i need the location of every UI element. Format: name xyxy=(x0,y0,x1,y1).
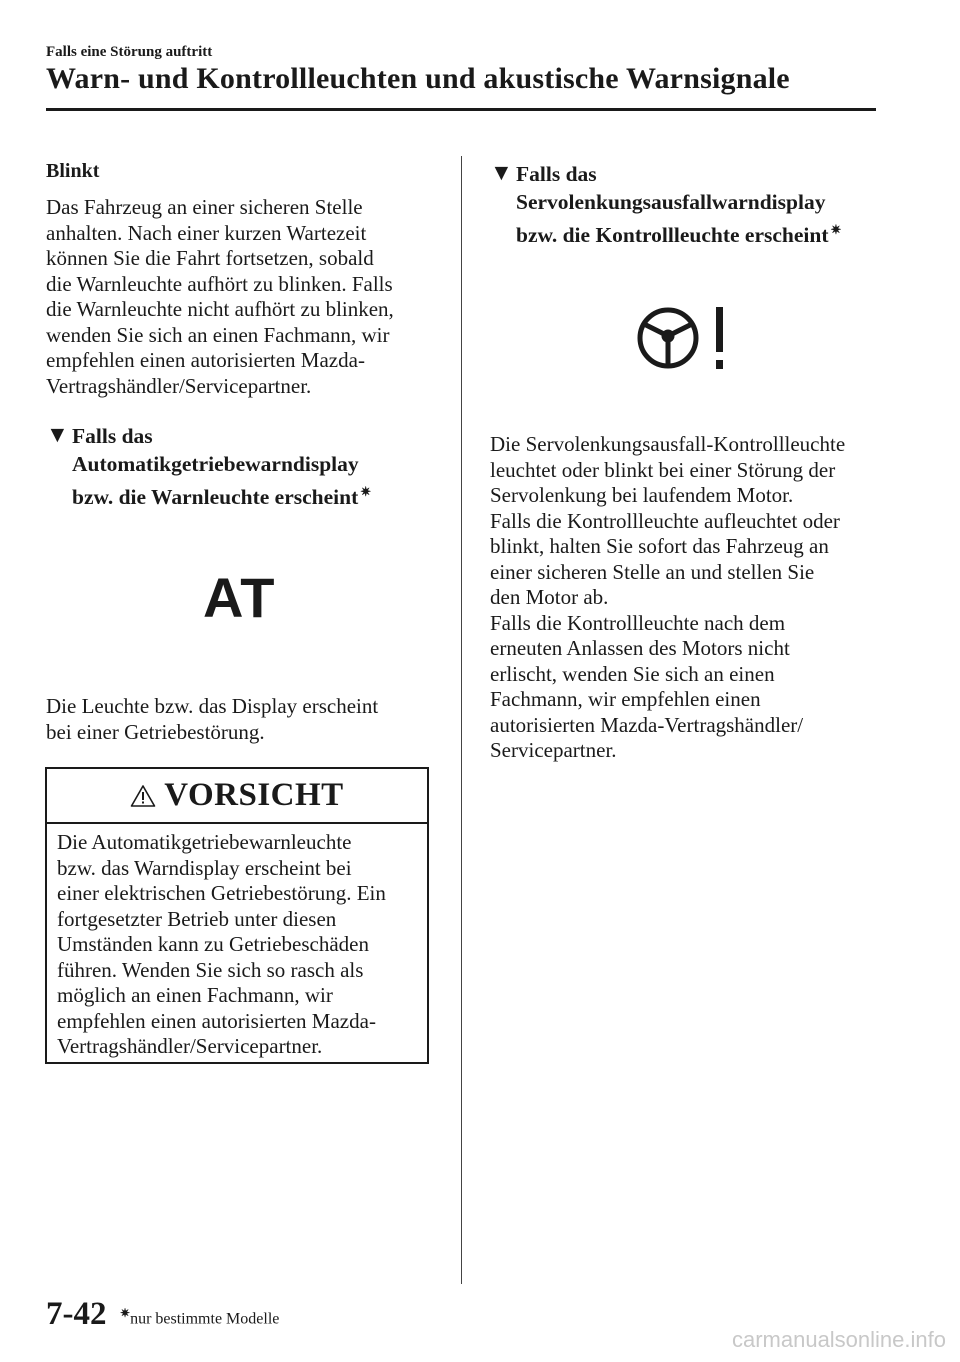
power-steering-body: Die Servolenkungsausfall-Kontrollleuchte leuchtet oder blinkt bei einer Störung der Servolenkung bei laufendem Motor. Falls die Kontrollleuchte aufleuchtet oder blinkt, halten Sie sofort das Fahrzeug an einer sicheren Stelle an und stellen Sie den Motor ab. Falls die Kontrollleuchte nach dem erneuten Anlassen des Motors nicht erlischt, wenden Sie sich an einen Fachmann, wir empfehlen einen autorisierten Mazda-Vertragshändler/ Servicepartner. xyxy=(490,432,846,762)
at-section-body: Die Leuchte bzw. das Display erscheint bei einer Getriebestörung. xyxy=(46,694,379,744)
optional-star-icon: ✷ xyxy=(830,222,842,237)
page-number: 7-42 xyxy=(46,1296,107,1332)
caution-title: VORSICHT xyxy=(164,777,344,813)
at-warning-icon: AT xyxy=(203,566,276,629)
section-marker-icon: ▼ xyxy=(490,160,513,185)
power-steering-heading: ▼ Falls das Servolenkungsausfallwarndisplay bzw. die Kontrollleuchte erscheint ✷ xyxy=(490,160,842,248)
blinkt-paragraph: Das Fahrzeug an einer sicheren Stelle anhalten. Nach einer kurzen Wartezeit können Sie die Fahrt fortsetzen, sobald die Warnleuchte aufhört zu blinken. Falls die Warnleuchte nicht aufhört zu blinken, wenden Sie sich an einen Fachmann, wir empfehlen einen autorisierten Mazda- Vertragshändler/Servicepartner. xyxy=(46,195,394,398)
at-section-heading: ▼ Falls das Automatikgetriebewarndisplay bzw. die Warnleuchte erscheint ✷ xyxy=(46,422,372,510)
section-label: Falls eine Störung auftritt xyxy=(46,44,213,60)
optional-star-icon: ✷ xyxy=(360,484,372,499)
caution-header xyxy=(47,769,427,824)
footer-note: ✷nur bestimmte Modelle xyxy=(120,1306,280,1328)
optional-star-icon: ✷ xyxy=(120,1306,131,1320)
page-title: Warn- und Kontrollleuchten und akustische Warnsignale xyxy=(46,62,790,95)
blinkt-heading: Blinkt xyxy=(46,160,100,182)
caution-text: Die Automatikgetriebewarnleuchte bzw. das Warndisplay erscheint bei einer elektrischen Getriebestörung. Ein fortgesetzter Betrieb unter diesen Umständen kann zu Getriebeschäden führen. Wenden Sie sich so rasch als möglich an einen Fachmann, wir empfehlen einen autorisierten Mazda- Vertragshändler/Servicepartner. xyxy=(57,830,386,1058)
column-divider xyxy=(461,156,462,1284)
power-steering-warning-icon xyxy=(636,305,736,373)
warning-triangle-icon xyxy=(130,784,156,808)
caution-box xyxy=(45,767,429,1064)
section-marker-icon: ▼ xyxy=(46,422,69,447)
watermark: carmanualsonline.info xyxy=(731,1327,946,1352)
title-rule xyxy=(46,108,876,111)
